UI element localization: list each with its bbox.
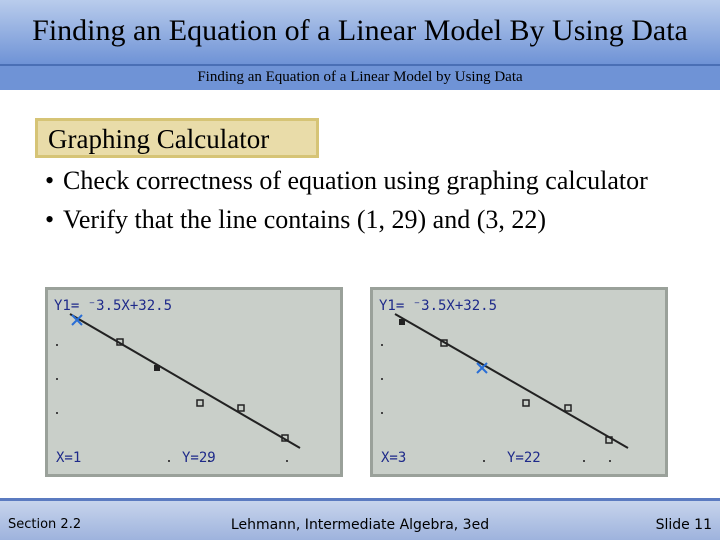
bullet-item — [45, 165, 675, 196]
slide-title: Finding an Equation of a Linear Model By Using Data — [32, 14, 688, 47]
regression-line — [395, 314, 628, 448]
x-readout: X=1 — [56, 450, 82, 466]
bullet-text: Check correctness of equation using graphing calculator — [63, 166, 648, 195]
x-readout: X=3 — [381, 450, 407, 466]
regression-line — [70, 314, 300, 448]
axis-ticks — [56, 344, 288, 462]
bullet-list — [45, 165, 675, 243]
data-point — [399, 319, 405, 325]
calculator-graph-2 — [373, 290, 665, 474]
y-readout: Y=22 — [507, 450, 541, 466]
title-bar — [0, 0, 720, 66]
data-point — [565, 405, 571, 411]
bullet-item — [45, 204, 675, 235]
footer-citation: Lehmann, Intermediate Algebra, 3ed — [230, 517, 490, 533]
equation-text: Y1= ⁻3.5X+32.5 — [54, 298, 173, 314]
footer-section: Section 2.2 — [8, 517, 82, 532]
calculator-screen-2 — [370, 287, 668, 477]
data-point — [154, 365, 160, 371]
equation-text: Y1= ⁻3.5X+32.5 — [379, 298, 498, 314]
axis-ticks — [381, 344, 611, 462]
slide-number: Slide 11 — [655, 517, 712, 533]
subtitle-bar — [0, 66, 720, 90]
bullet-text: Verify that the line contains (1, 29) and (3, 22) — [63, 205, 547, 234]
calculator-screen-1 — [45, 287, 343, 477]
y-readout: Y=29 — [182, 450, 216, 466]
data-point — [238, 405, 244, 411]
data-point — [197, 400, 203, 406]
section-heading: Graphing Calculator — [48, 124, 270, 154]
bullet-marker: • — [45, 166, 55, 195]
bullet-marker: • — [45, 205, 55, 234]
slide-footer — [0, 498, 720, 540]
calculator-graph-1 — [48, 290, 340, 474]
data-point — [523, 400, 529, 406]
slide-subtitle: Finding an Equation of a Linear Model by Using Data — [197, 69, 523, 85]
section-heading-box — [35, 118, 319, 158]
